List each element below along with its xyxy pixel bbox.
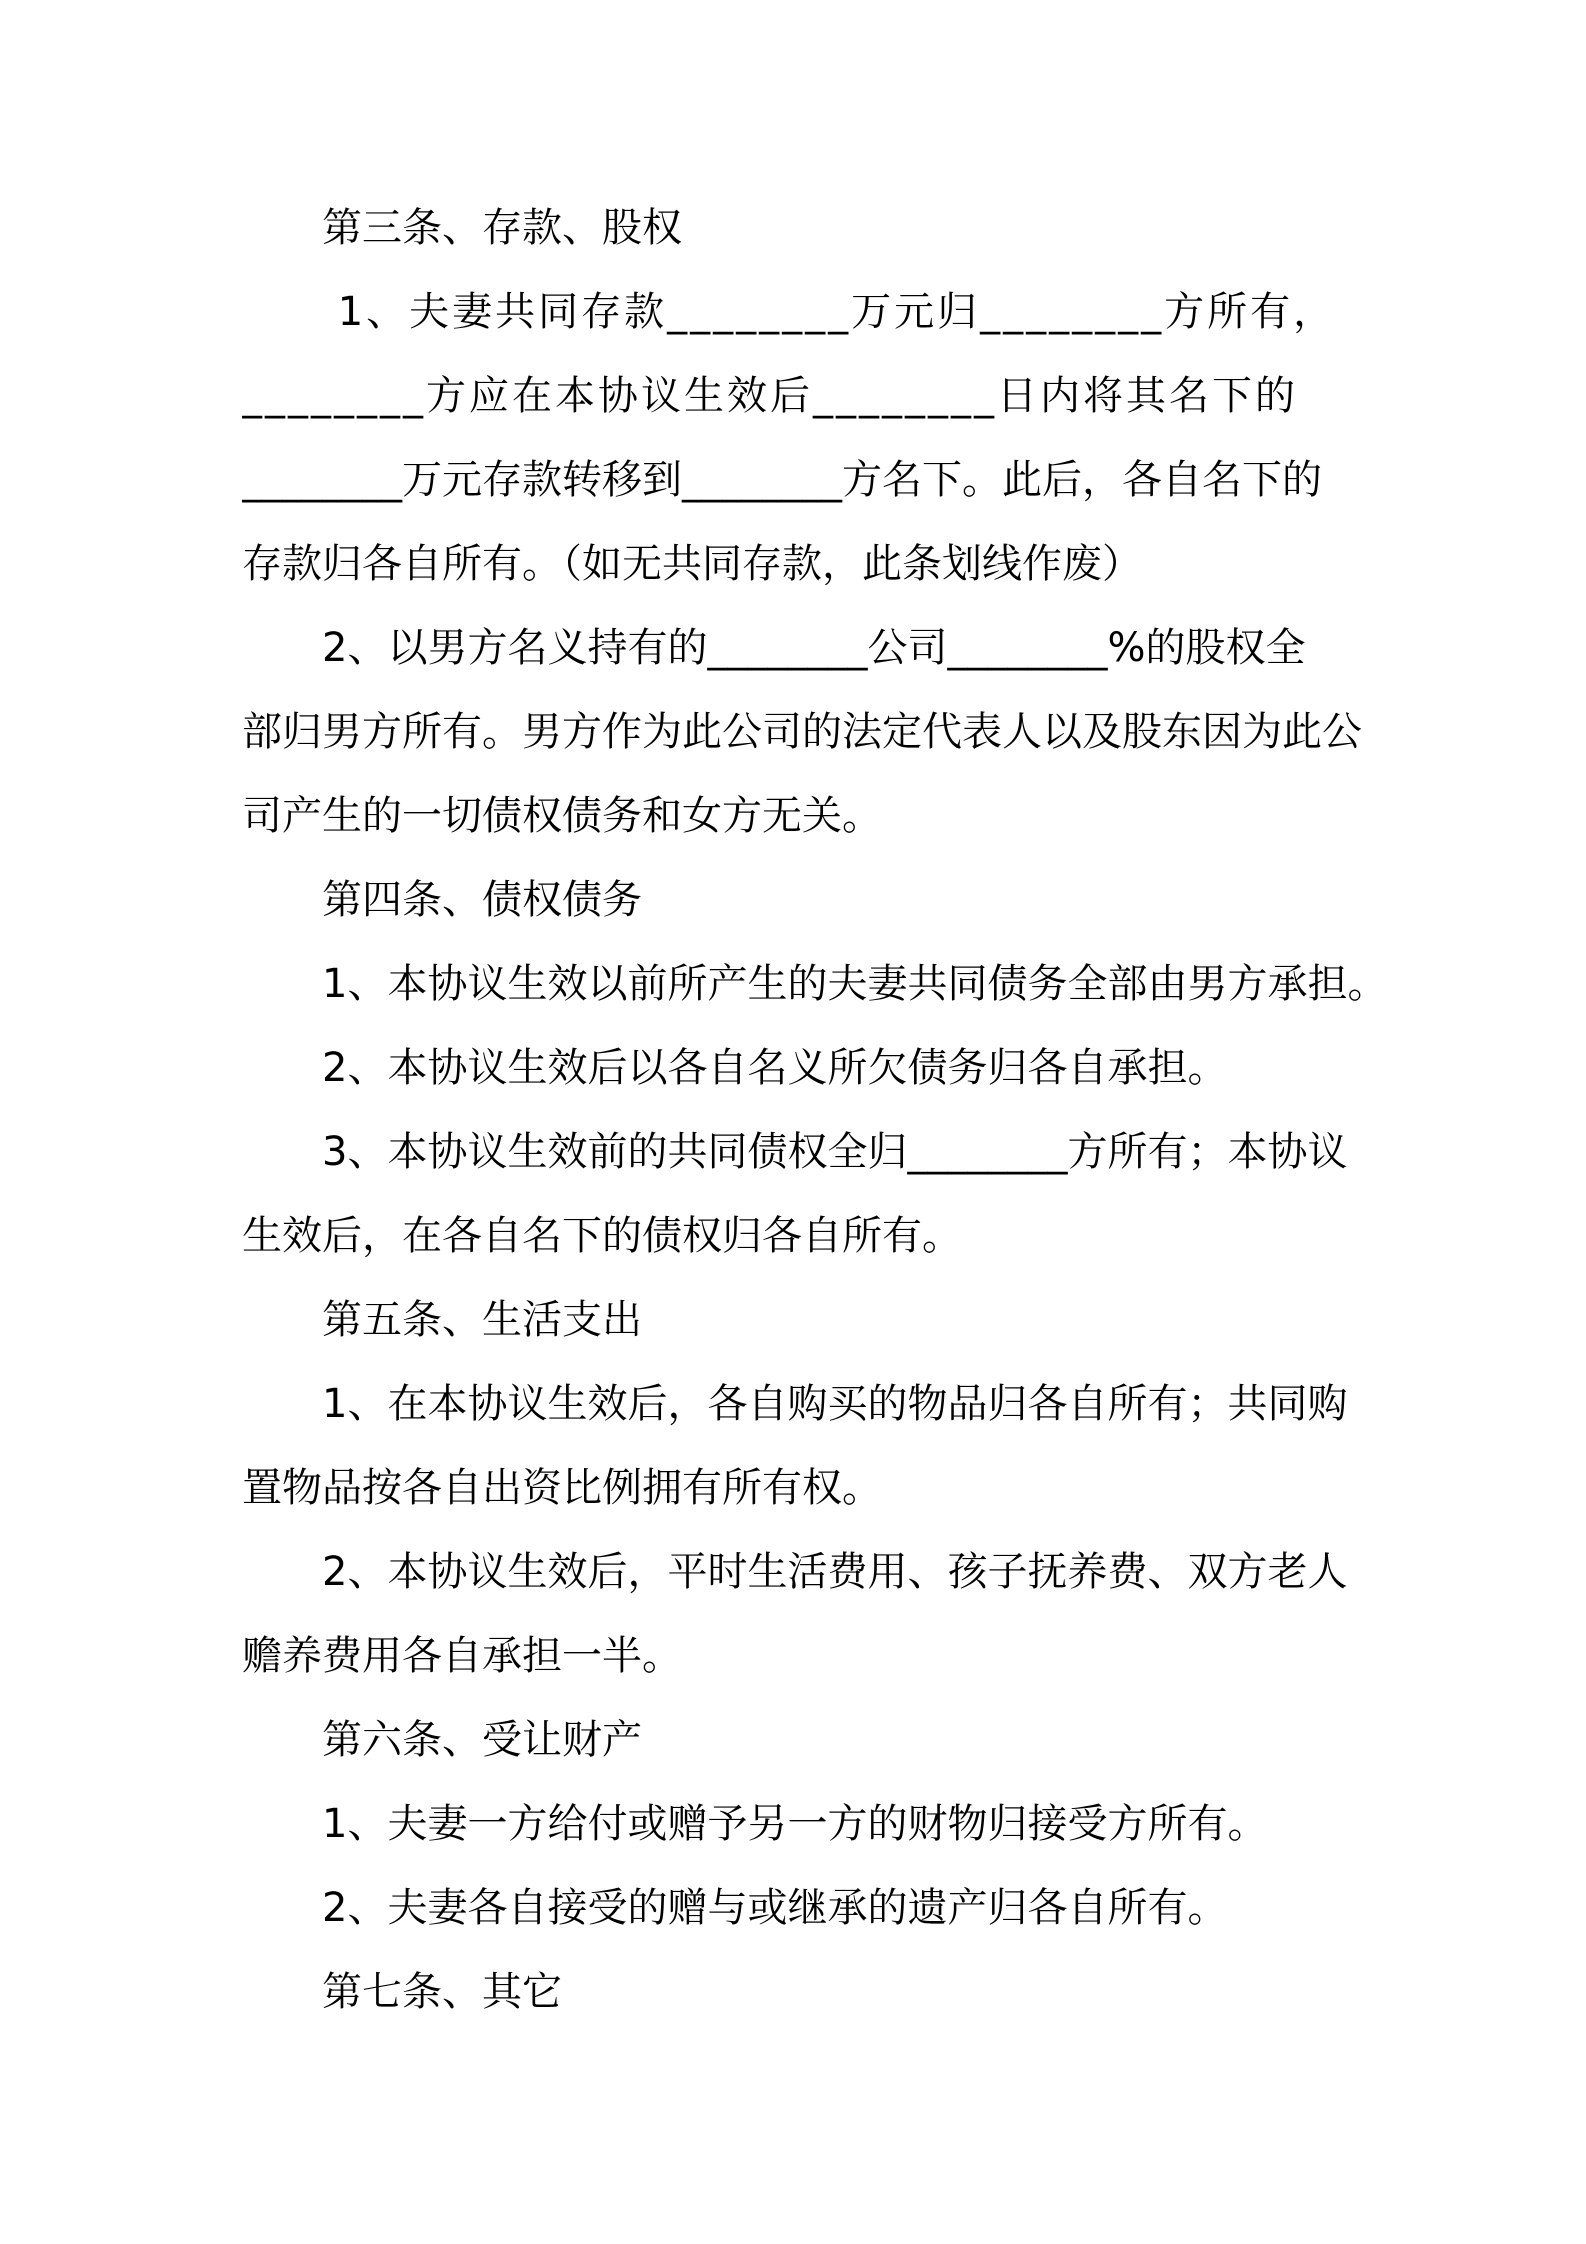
paragraph-line: 1、夫妻共同存款________万元归________方所有，	[322, 289, 1337, 335]
paragraph-line: 1、在本协议生效后，各自购买的物品归各自所有；共同购	[322, 1381, 1348, 1427]
paragraph-line: 生效后，在各自名下的债权归各自所有。	[242, 1213, 962, 1259]
section-heading-article-5: 第五条、生活支出	[322, 1297, 642, 1343]
section-heading-article-4: 第四条、债权债务	[322, 877, 642, 923]
section-heading-article-6: 第六条、受让财产	[322, 1717, 642, 1763]
paragraph-line: 2、本协议生效后，平时生活费用、孩子抚养费、双方老人	[322, 1549, 1348, 1595]
paragraph-line: 1、夫妻一方给付或赠予另一方的财物归接受方所有。	[322, 1801, 1268, 1847]
paragraph-line: 部归男方所有。男方作为此公司的法定代表人以及股东因为此公	[242, 709, 1362, 755]
paragraph-line: 1、本协议生效以前所产生的夫妻共同债务全部由男方承担。	[322, 961, 1388, 1007]
paragraph-line: 赡养费用各自承担一半。	[242, 1633, 682, 1679]
paragraph-line: 2、本协议生效后以各自名义所欠债务归各自承担。	[322, 1045, 1228, 1091]
paragraph-line: ________万元存款转移到________方名下。此后，各自名下的	[242, 457, 1322, 503]
paragraph-line: 置物品按各自出资比例拥有所有权。	[242, 1465, 882, 1511]
section-heading-article-3: 第三条、存款、股权	[322, 205, 682, 251]
section-heading-article-7: 第七条、其它	[322, 1969, 562, 2015]
paragraph-line: 3、本协议生效前的共同债权全归________方所有；本协议	[322, 1129, 1348, 1175]
paragraph-line: 2、以男方名义持有的________公司________%的股权全	[322, 625, 1306, 671]
paragraph-line: 存款归各自所有。（如无共同存款，此条划线作废）	[242, 541, 1142, 587]
paragraph-line: 2、夫妻各自接受的赠与或继承的遗产归各自所有。	[322, 1885, 1228, 1931]
paragraph-line: ________方应在本协议生效后________日内将其名下的	[242, 373, 1298, 419]
paragraph-line: 司产生的一切债权债务和女方无关。	[242, 793, 882, 839]
